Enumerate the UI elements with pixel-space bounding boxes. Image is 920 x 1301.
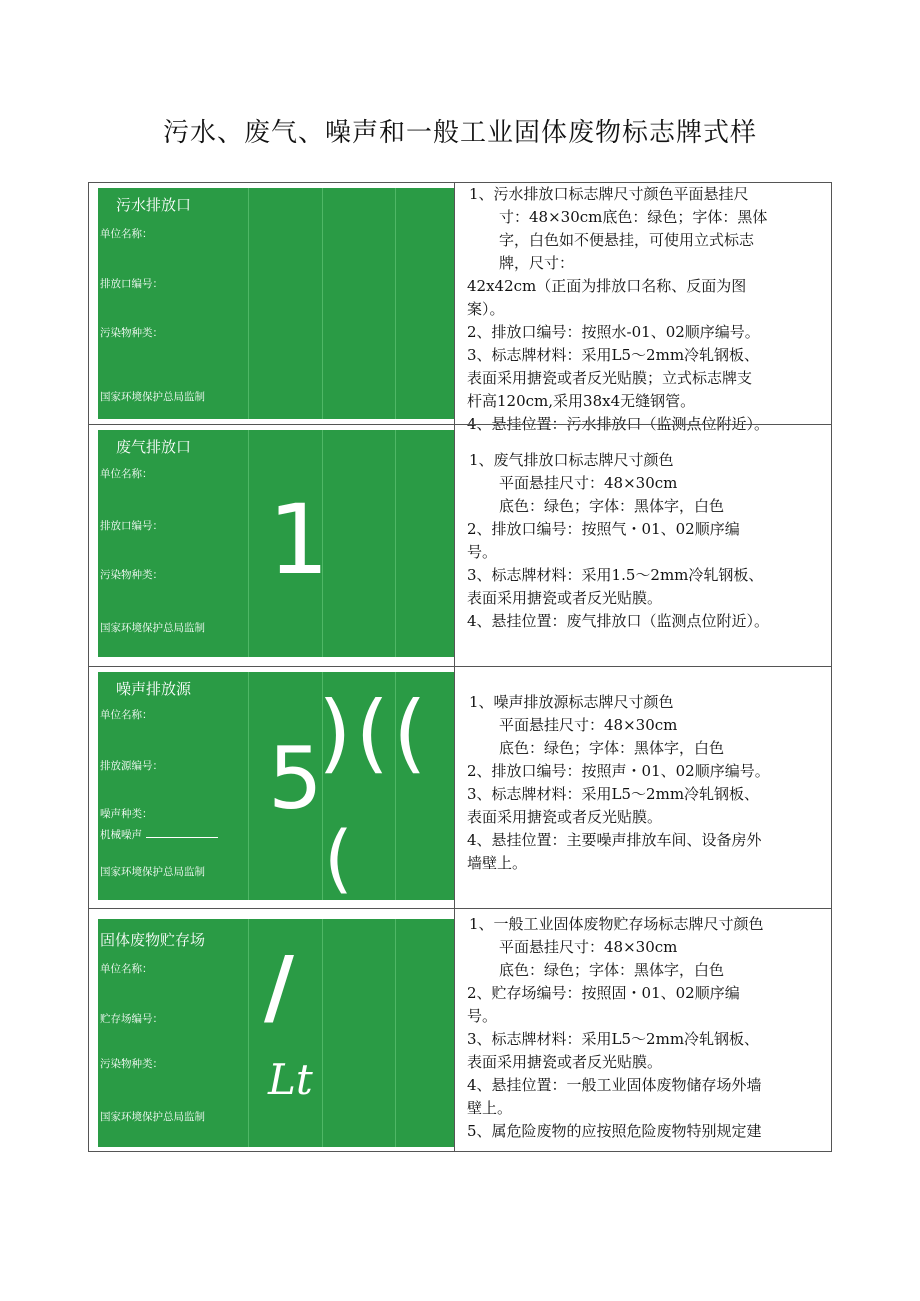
sign-heading: 废气排放口 [116, 438, 192, 456]
sign-heading: 噪声排放源 [116, 680, 192, 698]
column-divider [454, 183, 455, 424]
page-title: 污水、废气、噪声和一般工业固体废物标志牌式样 [162, 118, 757, 148]
sign-field-number: 排放口编号： [100, 278, 163, 290]
sign-mark-5: 5 [268, 729, 323, 829]
sign-grid-line [248, 430, 249, 657]
sign-grid-line [322, 188, 323, 419]
sign-field-unit: 单位名称： [100, 963, 153, 975]
desc-line: 2、贮存场编号：按照固・01、02顺序编 [467, 984, 740, 1002]
sign-field-unit: 单位名称： [100, 468, 153, 480]
desc-line: 2、排放口编号：按照水-01、02顺序编号。 [467, 323, 760, 341]
desc-line: 底色：绿色；字体：黑体字，白色 [499, 961, 725, 979]
sign-footer: 国家环境保护总局监制 [100, 866, 205, 878]
sign-field-number: 贮存场编号： [100, 1013, 163, 1025]
desc-line: 案）。 [467, 300, 505, 318]
desc-line: 底色：绿色；字体：黑体字，白色 [499, 739, 725, 757]
desc-line: 号。 [467, 543, 498, 561]
sign-mark-lt: Lt [268, 1055, 313, 1104]
sign-mark-paren: ( [324, 816, 353, 900]
sign-field-number: 排放口编号： [100, 520, 163, 532]
desc-line: 平面悬挂尺寸：48×30cm [499, 938, 678, 956]
sign-noise [98, 672, 454, 900]
sign-grid-line [248, 672, 249, 900]
desc-line: 5、属危险废物的应按照危险废物特别规定建 [467, 1122, 762, 1140]
sign-heading: 污水排放口 [116, 196, 192, 214]
desc-line: 42x42cm（正面为排放口名称、反面为图 [467, 277, 747, 295]
description-noise [467, 691, 829, 875]
sign-field-pollutant: 污染物种类： [100, 327, 163, 339]
description-waste-gas [467, 449, 829, 633]
desc-line: 4、悬挂位置：主要噪声排放车间、设备房外 [467, 831, 762, 849]
sign-grid-line [322, 919, 323, 1147]
table-row-wastewater [88, 182, 832, 433]
desc-line: 3、标志牌材料：采用1.5～2mm冷轧钢板、 [467, 566, 764, 584]
desc-line: 表面采用搪瓷或者反光贴膜；立式标志牌支 [467, 369, 753, 387]
noise-type-value: 机械噪声 [100, 829, 142, 841]
description-solid-waste [467, 913, 829, 1143]
sign-field-noise-type: 噪声种类： [100, 808, 153, 820]
column-divider [454, 667, 455, 908]
description-wastewater [467, 183, 829, 436]
sign-grid-line [395, 430, 396, 657]
table-row-waste-gas [88, 424, 832, 667]
desc-line: 1、一般工业固体废物贮存场标志牌尺寸颜色 [469, 915, 764, 933]
sign-footer: 国家环境保护总局监制 [100, 622, 205, 634]
sign-wastewater [98, 188, 454, 419]
desc-line: 4、悬挂位置：一般工业固体废物储存场外墙 [467, 1076, 762, 1094]
desc-line: 3、标志牌材料：采用L5～2mm冷轧钢板、 [467, 785, 760, 803]
sign-mark-1: 1 [268, 484, 330, 596]
sign-field-unit: 单位名称： [100, 228, 153, 240]
desc-line: 字，白色如不便悬挂，可使用立式标志 [499, 231, 755, 249]
sign-heading: 固体废物贮存场 [100, 931, 206, 949]
desc-line: 平面悬挂尺寸：48×30cm [499, 716, 678, 734]
desc-line: 平面悬挂尺寸：48×30cm [499, 474, 678, 492]
sign-footer: 国家环境保护总局监制 [100, 391, 205, 403]
desc-line: 寸：48×30cm底色：绿色；字体：黑体 [499, 208, 768, 226]
desc-line: 3、标志牌材料：采用L5～2mm冷轧钢板、 [467, 346, 760, 364]
desc-line: 4、悬挂位置：废气排放口（监测点位附近）。 [467, 612, 770, 630]
desc-line: 表面采用搪瓷或者反光贴膜。 [467, 1053, 663, 1071]
table-row-noise [88, 666, 832, 909]
sign-mark-slash: / [264, 940, 294, 1035]
sign-field-pollutant: 污染物种类： [100, 569, 163, 581]
sign-footer: 国家环境保护总局监制 [100, 1111, 205, 1123]
sign-field-number: 排放源编号： [100, 760, 163, 772]
underline-blank [146, 828, 218, 838]
desc-line: 牌，尺寸： [499, 254, 575, 272]
desc-line: 2、排放口编号：按照声・01、02顺序编号。 [467, 762, 770, 780]
column-divider [454, 425, 455, 666]
desc-line: 壁上。 [467, 1099, 513, 1117]
desc-line: 表面采用搪瓷或者反光贴膜。 [467, 808, 663, 826]
desc-line: 2、排放口编号：按照气・01、02顺序编 [467, 520, 740, 538]
sign-mark-sound-waves: )(( [318, 683, 431, 783]
sign-field-noise-value [100, 827, 218, 842]
desc-line: 1、废气排放口标志牌尺寸颜色 [469, 451, 674, 469]
sign-solid-waste [98, 919, 454, 1147]
sign-grid-line [395, 919, 396, 1147]
desc-line: 墙壁上。 [467, 854, 528, 872]
desc-line: 号。 [467, 1007, 498, 1025]
sign-grid-line [248, 919, 249, 1147]
sign-waste-gas [98, 430, 454, 657]
desc-line: 表面采用搪瓷或者反光贴膜。 [467, 589, 663, 607]
sign-grid-line [395, 188, 396, 419]
table-row-solid-waste [88, 908, 832, 1152]
sign-grid-line [248, 188, 249, 419]
desc-line: 1、噪声排放源标志牌尺寸颜色 [469, 693, 674, 711]
desc-line: 杆高120cm,采用38x4无缝钢管。 [467, 392, 696, 410]
desc-line: 底色：绿色；字体：黑体字，白色 [499, 497, 725, 515]
column-divider [454, 909, 455, 1151]
desc-line: 4、悬挂位置：污水排放口（监测点位附近）。 [467, 415, 770, 433]
desc-line: 1、污水排放口标志牌尺寸颜色平面悬挂尺 [469, 185, 749, 203]
desc-line: 3、标志牌材料：采用L5～2mm冷轧钢板、 [467, 1030, 760, 1048]
sign-field-unit: 单位名称： [100, 709, 153, 721]
sign-field-pollutant: 污染物种类： [100, 1058, 163, 1070]
